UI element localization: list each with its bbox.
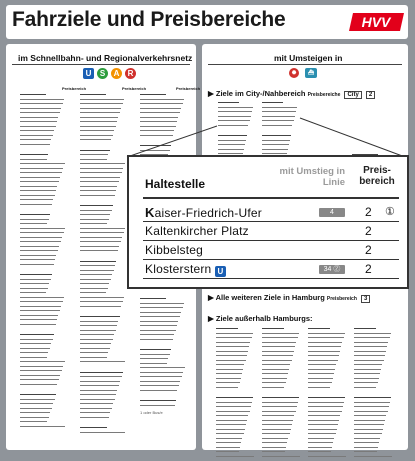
column-header-2: Preisbereich bbox=[122, 86, 147, 91]
callout-transfer-header: mit Umstieg in Linie bbox=[279, 166, 345, 188]
badge-3: 3 bbox=[361, 295, 370, 303]
arrow-icon: ▶ bbox=[208, 293, 216, 302]
u-bahn-icon: U bbox=[83, 68, 94, 79]
transfer-line-badge: 34 Ⓩ bbox=[319, 265, 345, 274]
row-rule bbox=[143, 278, 399, 279]
hvv-logo-text: HVV bbox=[361, 14, 391, 30]
callout-row-name bbox=[145, 262, 226, 276]
callout-row-name: Kaltenkircher Platz bbox=[145, 224, 249, 238]
s-bahn-icon: S bbox=[97, 68, 108, 79]
transfer-heading: mit Umsteigen in bbox=[274, 53, 343, 63]
arrow-icon: ▶ bbox=[208, 314, 216, 323]
callout-row-price: 2 bbox=[365, 262, 372, 276]
badge-2: 2 bbox=[366, 91, 375, 99]
magnified-callout bbox=[127, 155, 409, 289]
callout-row-name: Kibbelsteg bbox=[145, 243, 204, 257]
section-city-suffix: Preisbereiche bbox=[307, 92, 341, 98]
bus-icon: ⬣ bbox=[289, 68, 299, 78]
callout-header-rule bbox=[143, 197, 399, 199]
network-heading: im Schnellbahn- und Regionalverkehrsnetz bbox=[18, 53, 193, 63]
callout-price-header: Preis-bereich bbox=[359, 165, 395, 187]
section-hamburg-suffix: Preisbereich bbox=[326, 296, 357, 302]
transfer-line-badge: 4 bbox=[319, 208, 345, 217]
callout-row-price: 2 bbox=[365, 224, 372, 238]
arrow-icon: ▶ bbox=[208, 89, 216, 98]
callout-station-header: Haltestelle bbox=[145, 177, 206, 191]
column-header-3: Preisbereich bbox=[176, 86, 201, 91]
footnote: 1 oder Bus/e bbox=[140, 410, 163, 415]
station-name: aiser-Friedrich-Ufer bbox=[154, 206, 262, 220]
column-header-1: Preisbereich bbox=[62, 86, 87, 91]
callout-row-note: ① bbox=[385, 206, 395, 218]
row-rule bbox=[143, 240, 399, 241]
badge-city: City bbox=[344, 91, 361, 99]
row-rule bbox=[143, 259, 399, 260]
akn-icon: A bbox=[111, 68, 122, 79]
callout-row-price: 2 bbox=[365, 205, 372, 219]
callout-row-name: Kaiser-Friedrich-Ufer bbox=[145, 205, 262, 220]
section-city-label: Ziele im City-/Nahbereich bbox=[215, 89, 306, 98]
section-outside-label: Ziele außerhalb Hamburgs: bbox=[215, 314, 313, 323]
regional-icon: R bbox=[125, 68, 136, 79]
page-title: Fahrziele und Preisbereiche bbox=[12, 8, 286, 31]
station-name: Klosterstern bbox=[145, 262, 212, 276]
ferry-icon: ⛴ bbox=[305, 68, 317, 78]
row-rule bbox=[143, 221, 399, 222]
section-hamburg-label: Alle weiteren Ziele in Hamburg bbox=[215, 293, 325, 302]
callout-row-price: 2 bbox=[365, 243, 372, 257]
u-bahn-icon: U bbox=[215, 266, 226, 277]
